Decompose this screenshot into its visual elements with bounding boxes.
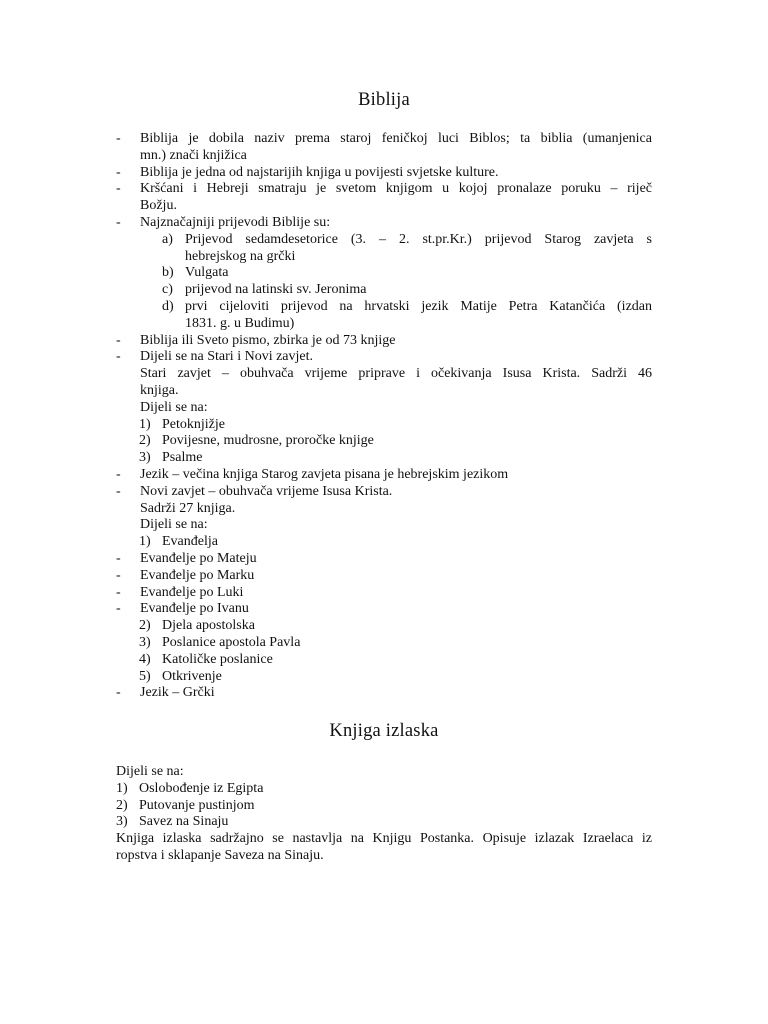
list-line xyxy=(0,450,768,467)
list-item-text: prijevod na latinski sv. Jeronima xyxy=(185,282,367,298)
list-item-text: Novi zavjet – obuhvača vrijeme Isusa Krista. xyxy=(140,483,393,499)
bullet-dash: - xyxy=(116,685,121,701)
list-item-text: Poslanice apostola Pavla xyxy=(162,634,301,650)
bible-notes-list xyxy=(0,131,768,702)
list-line xyxy=(0,467,768,484)
list-line xyxy=(0,198,768,215)
list-item-text: knjiga. xyxy=(140,382,179,398)
list-line xyxy=(0,534,768,551)
list-item-text: Prijevod sedamdesetorice (3. – 2. st.pr.Kr.) prijevod Starog zavjeta s xyxy=(185,231,652,247)
list-item-text: Dijeli se na Stari i Novi zavjet. xyxy=(140,349,314,365)
list-item-text: Djela apostolska xyxy=(162,618,255,634)
list-item-text: Oslobođenje iz Egipta xyxy=(139,780,264,796)
list-item-text: Biblija je dobila naziv prema staroj feničkoj luci Biblos; ta biblia (umanjenica xyxy=(140,131,652,146)
list-item-text: Jezik – Grčki xyxy=(140,685,215,701)
list-marker: 2) xyxy=(139,618,151,634)
list-item-text: Evanđelje po Ivanu xyxy=(140,601,249,617)
list-line xyxy=(0,400,768,417)
list-line xyxy=(0,282,768,299)
section-title: Knjiga izlaska xyxy=(329,721,439,741)
list-line xyxy=(0,652,768,669)
list-line xyxy=(0,316,768,333)
list-item-text: Putovanje pustinjom xyxy=(139,797,255,813)
list-item-text: Evanđelje po Mateju xyxy=(140,550,257,566)
list-item-text: Sadrži 27 knjiga. xyxy=(140,500,236,516)
list-line xyxy=(0,165,768,182)
document-title: Biblija xyxy=(358,90,410,110)
list-line xyxy=(0,299,768,316)
list-line xyxy=(0,417,768,434)
list-line xyxy=(0,848,768,865)
list-line xyxy=(0,333,768,350)
list-line xyxy=(0,501,768,518)
list-item-text: Stari zavjet – obuhvača vrijeme priprave i očekivanja Isusa Krista. Sadrži 46 xyxy=(140,366,652,382)
list-item-text: Petoknjižje xyxy=(162,416,225,432)
list-item-text: Knjiga izlaska sadržajno se nastavlja na Knjigu Postanka. Opisuje izlazak Izraelaca iz xyxy=(116,831,652,847)
list-marker: 3) xyxy=(139,634,151,650)
list-line xyxy=(0,366,768,383)
list-line xyxy=(0,814,768,831)
list-line xyxy=(0,181,768,198)
bullet-dash: - xyxy=(116,332,121,348)
list-marker: a) xyxy=(162,231,173,247)
list-marker: b) xyxy=(162,265,174,281)
list-line xyxy=(0,798,768,815)
list-line xyxy=(0,764,768,781)
list-item-text: Savez na Sinaju xyxy=(139,814,229,830)
list-item-text: Vulgata xyxy=(185,265,229,281)
list-line xyxy=(0,781,768,798)
bullet-dash: - xyxy=(116,131,121,146)
bullet-dash: - xyxy=(116,466,121,482)
exodus-notes-list xyxy=(0,764,768,865)
bullet-dash: - xyxy=(116,349,121,365)
list-line xyxy=(0,349,768,366)
list-item-text: mn.) znači knjižica xyxy=(140,147,247,163)
list-marker: 1) xyxy=(116,780,128,796)
list-line xyxy=(0,585,768,602)
list-line xyxy=(0,635,768,652)
list-item-text: Dijeli se na: xyxy=(140,399,208,415)
list-line xyxy=(0,568,768,585)
list-item-text: Otkrivenje xyxy=(162,668,222,684)
list-line xyxy=(0,618,768,635)
bullet-dash: - xyxy=(116,164,121,180)
list-line xyxy=(0,669,768,686)
list-item-text: ropstva i sklapanje Saveza na Sinaju. xyxy=(116,847,324,863)
list-item-text: prvi cijeloviti prijevod na hrvatski jezik Matije Petra Katančića (izdan xyxy=(185,298,652,314)
list-line xyxy=(0,433,768,450)
list-marker: 1) xyxy=(139,534,151,550)
bullet-dash: - xyxy=(116,601,121,617)
list-line xyxy=(0,148,768,165)
list-line xyxy=(0,831,768,848)
bullet-dash: - xyxy=(116,214,121,230)
list-item-text: 1831. g. u Budimu) xyxy=(185,315,295,331)
list-item-text: hebrejskog na grčki xyxy=(185,248,296,264)
bullet-dash: - xyxy=(116,567,121,583)
list-line xyxy=(0,383,768,400)
list-marker: 1) xyxy=(139,416,151,432)
list-item-text: Najznačajniji prijevodi Biblije su: xyxy=(140,214,331,230)
list-line xyxy=(0,131,768,148)
list-item-text: Dijeli se na: xyxy=(116,764,184,779)
list-item-text: Božju. xyxy=(140,198,177,214)
list-line xyxy=(0,685,768,702)
list-item-text: Biblija ili Sveto pismo, zbirka je od 73 knjige xyxy=(140,332,396,348)
list-marker: d) xyxy=(162,298,174,314)
list-marker: 4) xyxy=(139,651,151,667)
list-item-text: Evanđelje po Luki xyxy=(140,584,244,600)
list-item-text: Evanđelje po Marku xyxy=(140,567,255,583)
list-marker: 2) xyxy=(116,797,128,813)
list-marker: c) xyxy=(162,282,173,298)
list-item-text: Dijeli se na: xyxy=(140,517,208,533)
bullet-dash: - xyxy=(116,181,121,197)
list-line xyxy=(0,265,768,282)
list-marker: 3) xyxy=(116,814,128,830)
list-marker: 3) xyxy=(139,450,151,466)
bullet-dash: - xyxy=(116,550,121,566)
list-marker: 2) xyxy=(139,433,151,449)
list-item-text: Katoličke poslanice xyxy=(162,651,273,667)
list-line xyxy=(0,551,768,568)
list-line xyxy=(0,215,768,232)
bullet-dash: - xyxy=(116,584,121,600)
list-line xyxy=(0,484,768,501)
list-item-text: Psalme xyxy=(162,450,203,466)
list-line xyxy=(0,232,768,249)
list-item-text: Evanđelja xyxy=(162,534,218,550)
list-item-text: Jezik – večina knjiga Starog zavjeta pisana je hebrejskim jezikom xyxy=(140,466,509,482)
list-line xyxy=(0,517,768,534)
bullet-dash: - xyxy=(116,483,121,499)
list-line xyxy=(0,249,768,266)
list-line xyxy=(0,601,768,618)
list-item-text: Biblija je jedna od najstarijih knjiga u povijesti svjetske kulture. xyxy=(140,164,499,180)
list-item-text: Kršćani i Hebreji smatraju je svetom knjigom u kojoj pronalaze poruku – riječ xyxy=(140,181,652,197)
list-item-text: Povijesne, mudrosne, proročke knjige xyxy=(162,433,374,449)
list-marker: 5) xyxy=(139,668,151,684)
